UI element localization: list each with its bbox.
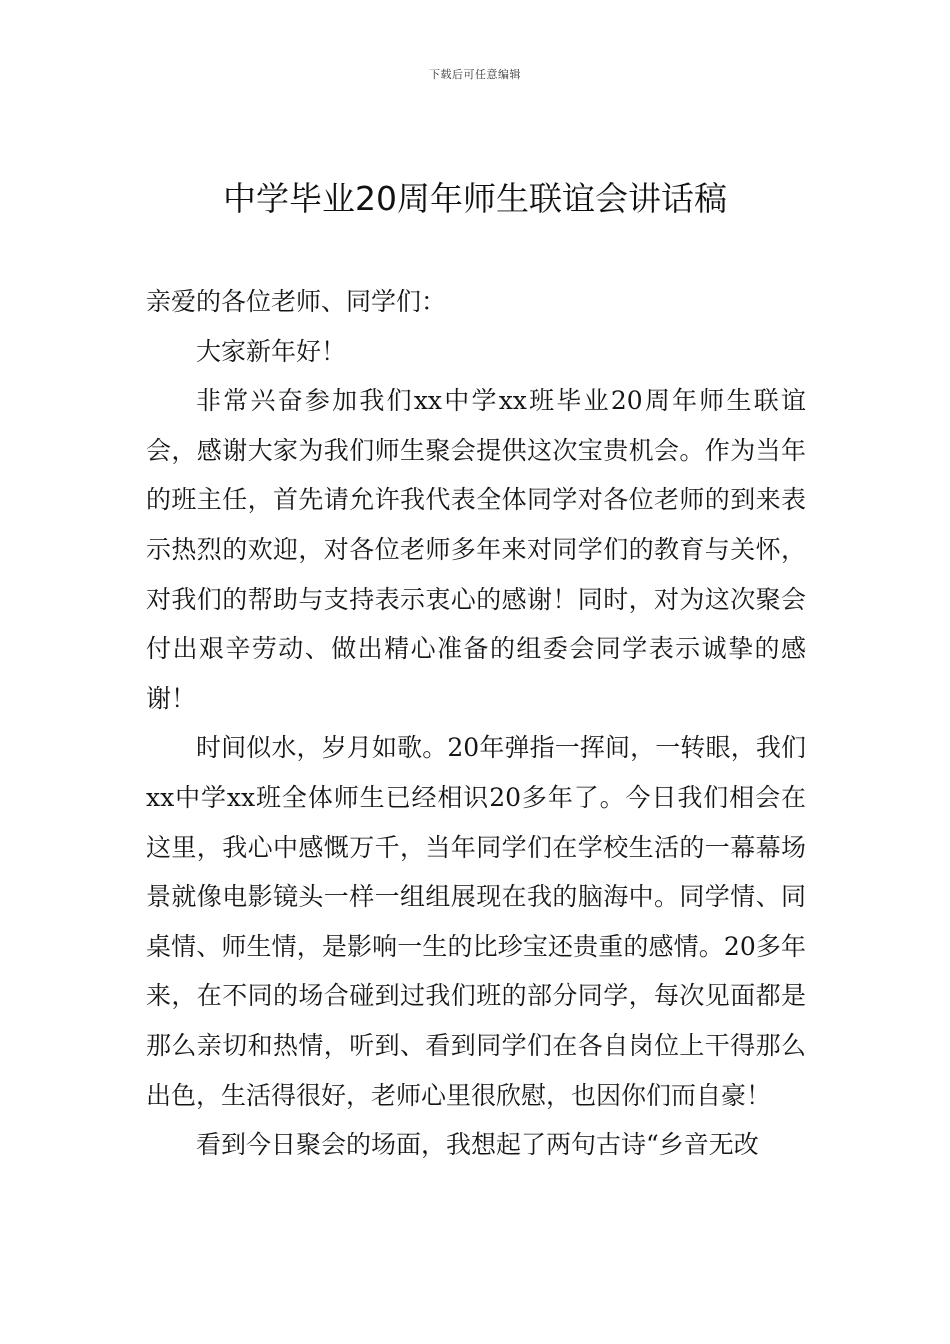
document-body — [146, 277, 806, 1170]
paragraph-memories: 时间似水，岁月如歌。20年弹指一挥间，一转眼，我们xx中学xx班全体师生已经相识20多年了。今日我们相会在这里，我心中感慨万千，当年同学们在学校生活的一幕幕场景就像电影镜头一样一组组展现在我的脑海中。同学情、同桌情、师生情，是影响一生的比珍宝还贵重的感情。20多年来，在不同的场合碰到过我们班的部分同学，每次见面都是那么亲切和热情，听到、看到同学们在各自岗位上干得那么出色，生活得很好，老师心里很欣慰，也因你们而自豪！ — [146, 733, 806, 1110]
paragraph-welcome: 非常兴奋参加我们xx中学xx班毕业20周年师生联谊会，感谢大家为我们师生聚会提供这次宝贵机会。作为当年的班主任，首先请允许我代表全体同学对各位老师的到来表示热烈的欢迎，对各位老师多年来对同学们的教育与关怀，对我们的帮助与支持表示衷心的感谢！同时，对为这次聚会付出艰辛劳动、做出精心准备的组委会同学表示诚挚的感谢！ — [146, 386, 806, 713]
paragraph-greeting: 大家新年好！ — [196, 336, 347, 366]
header-note: 下载后可任意编辑 — [429, 68, 521, 81]
paragraph-poem: 看到今日聚会的场面，我想起了两句古诗“乡音无改 — [196, 1130, 759, 1160]
salutation: 亲爱的各位老师、同学们： — [146, 287, 447, 316]
document-title: 中学毕业20周年师生联谊会讲话稿 — [223, 179, 727, 218]
